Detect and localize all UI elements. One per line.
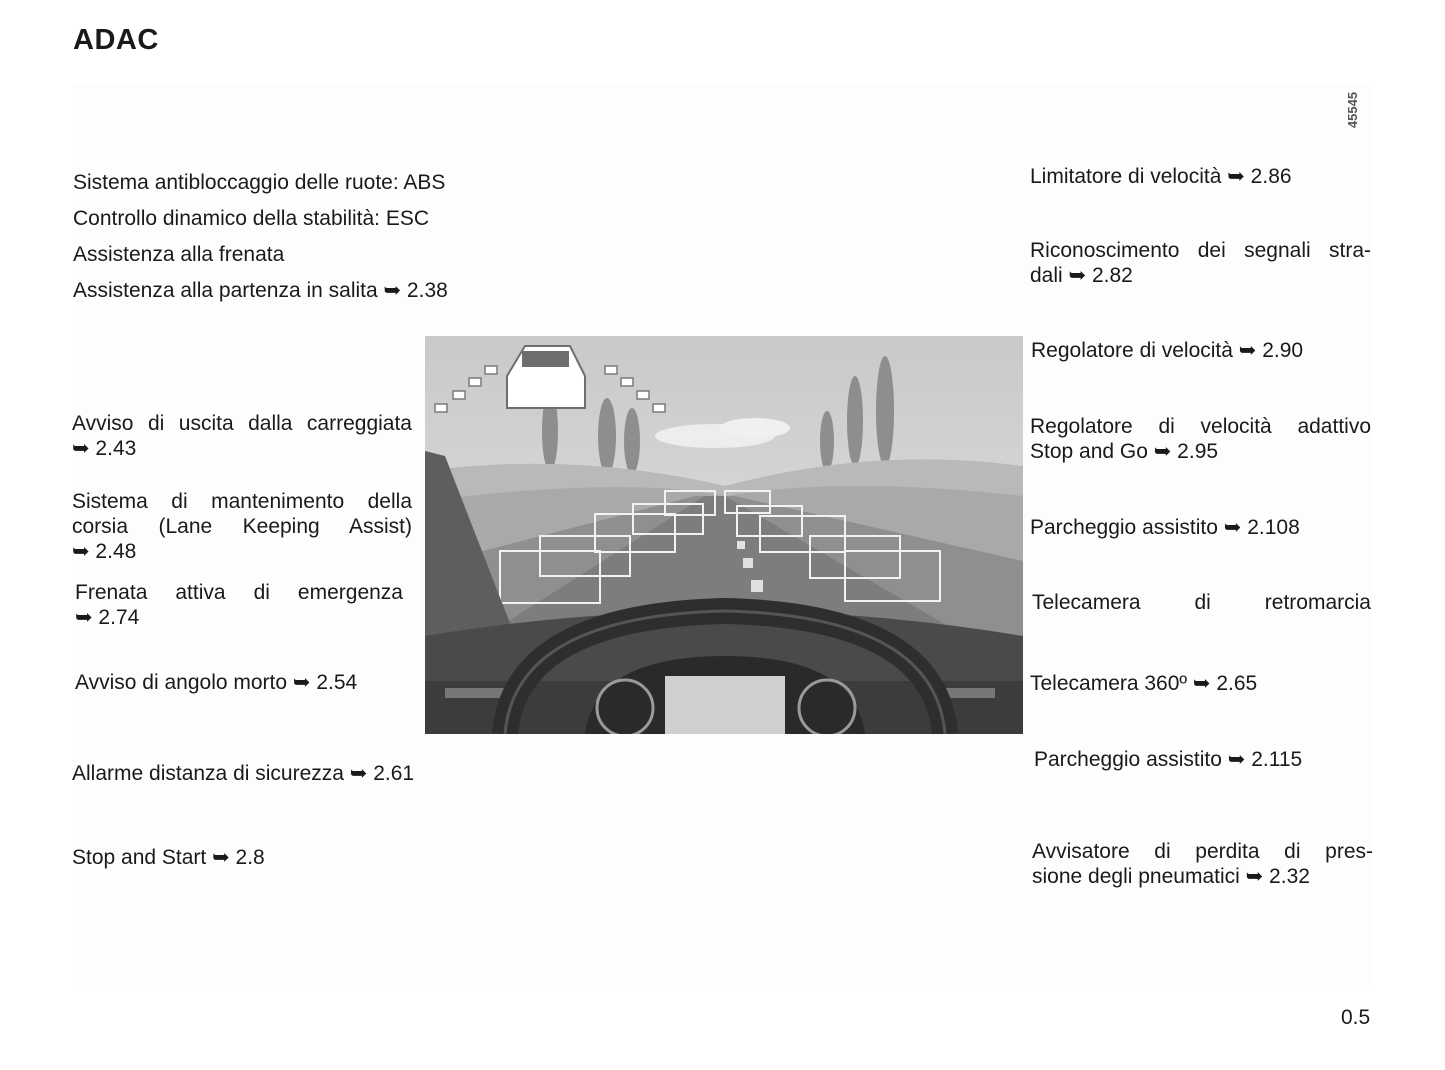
item-text: Telecamera 360º ➥ 2.65 xyxy=(1030,672,1258,695)
item-text: Controllo dinamico della stabilità: ESC xyxy=(73,207,430,230)
list-item-distance-alert xyxy=(72,761,414,786)
item-text: Avvisatore di perdita di pres- xyxy=(1032,840,1373,863)
list-item-adaptive-cruise xyxy=(1030,414,1371,464)
item-text: Sistema antibloccaggio delle ruote: ABS xyxy=(73,171,446,194)
list-item-360-camera xyxy=(1030,671,1257,696)
list-item-lane-keeping xyxy=(72,489,412,564)
list-item-abs xyxy=(73,170,445,195)
list-item-brake-assist xyxy=(73,242,284,267)
item-text: Regolatore di velocità ➥ 2.90 xyxy=(1031,339,1304,362)
item-text: Parcheggio assistito ➥ 2.108 xyxy=(1030,516,1300,539)
list-item-emergency-brake xyxy=(75,580,403,630)
list-item-park-assist-2 xyxy=(1034,747,1302,772)
list-item-lane-departure xyxy=(72,411,412,461)
item-text: Avviso di angolo morto ➥ 2.54 xyxy=(75,671,358,694)
list-item-sign-recognition xyxy=(1030,238,1371,288)
list-item-esc xyxy=(73,206,429,231)
item-text: Stop and Start ➥ 2.8 xyxy=(72,846,265,869)
list-item-stop-start xyxy=(72,845,265,870)
item-text-2: sione degli pneumatici ➥ 2.32 xyxy=(1032,865,1310,888)
item-text-2: ➥ 2.43 xyxy=(72,437,137,460)
item-text: Avviso di uscita dalla carreggiata xyxy=(72,412,412,435)
item-text: Regolatore di velocità adattivo xyxy=(1030,415,1371,438)
item-text-2: Stop and Go ➥ 2.95 xyxy=(1030,440,1219,463)
item-text: Allarme distanza di sicurezza ➥ 2.61 xyxy=(72,762,415,785)
item-text-2: ➥ 2.74 xyxy=(75,606,140,629)
list-item-hill-start xyxy=(73,278,448,303)
item-text: Frenata attiva di emergenza xyxy=(75,581,403,604)
list-item-speed-limiter xyxy=(1030,164,1292,189)
item-text: Sistema di mantenimento della xyxy=(72,490,412,513)
page-title: ADAC xyxy=(73,24,159,56)
item-text-2: corsia (Lane Keeping Assist) xyxy=(72,515,412,538)
item-text: Assistenza alla frenata xyxy=(73,243,285,266)
list-item-blind-spot xyxy=(75,670,357,695)
list-item-rear-camera xyxy=(1032,590,1371,615)
list-item-tyre-pressure xyxy=(1032,839,1373,889)
page-number: 0.5 xyxy=(1341,1006,1371,1029)
car-dashboard-illustration xyxy=(425,336,1023,734)
item-text: Parcheggio assistito ➥ 2.115 xyxy=(1034,748,1303,771)
item-text-2: dali ➥ 2.82 xyxy=(1030,264,1133,287)
list-item-cruise-control xyxy=(1031,338,1303,363)
figure-id: 45545 xyxy=(1345,91,1360,129)
item-text-3: ➥ 2.48 xyxy=(72,540,137,563)
item-text: Telecamera di retromarcia xyxy=(1032,591,1371,614)
list-item-park-assist xyxy=(1030,515,1300,540)
item-text: Assistenza alla partenza in salita ➥ 2.38 xyxy=(73,279,448,302)
item-text: Limitatore di velocità ➥ 2.86 xyxy=(1030,165,1292,188)
item-text: Riconoscimento dei segnali stra- xyxy=(1030,239,1371,262)
